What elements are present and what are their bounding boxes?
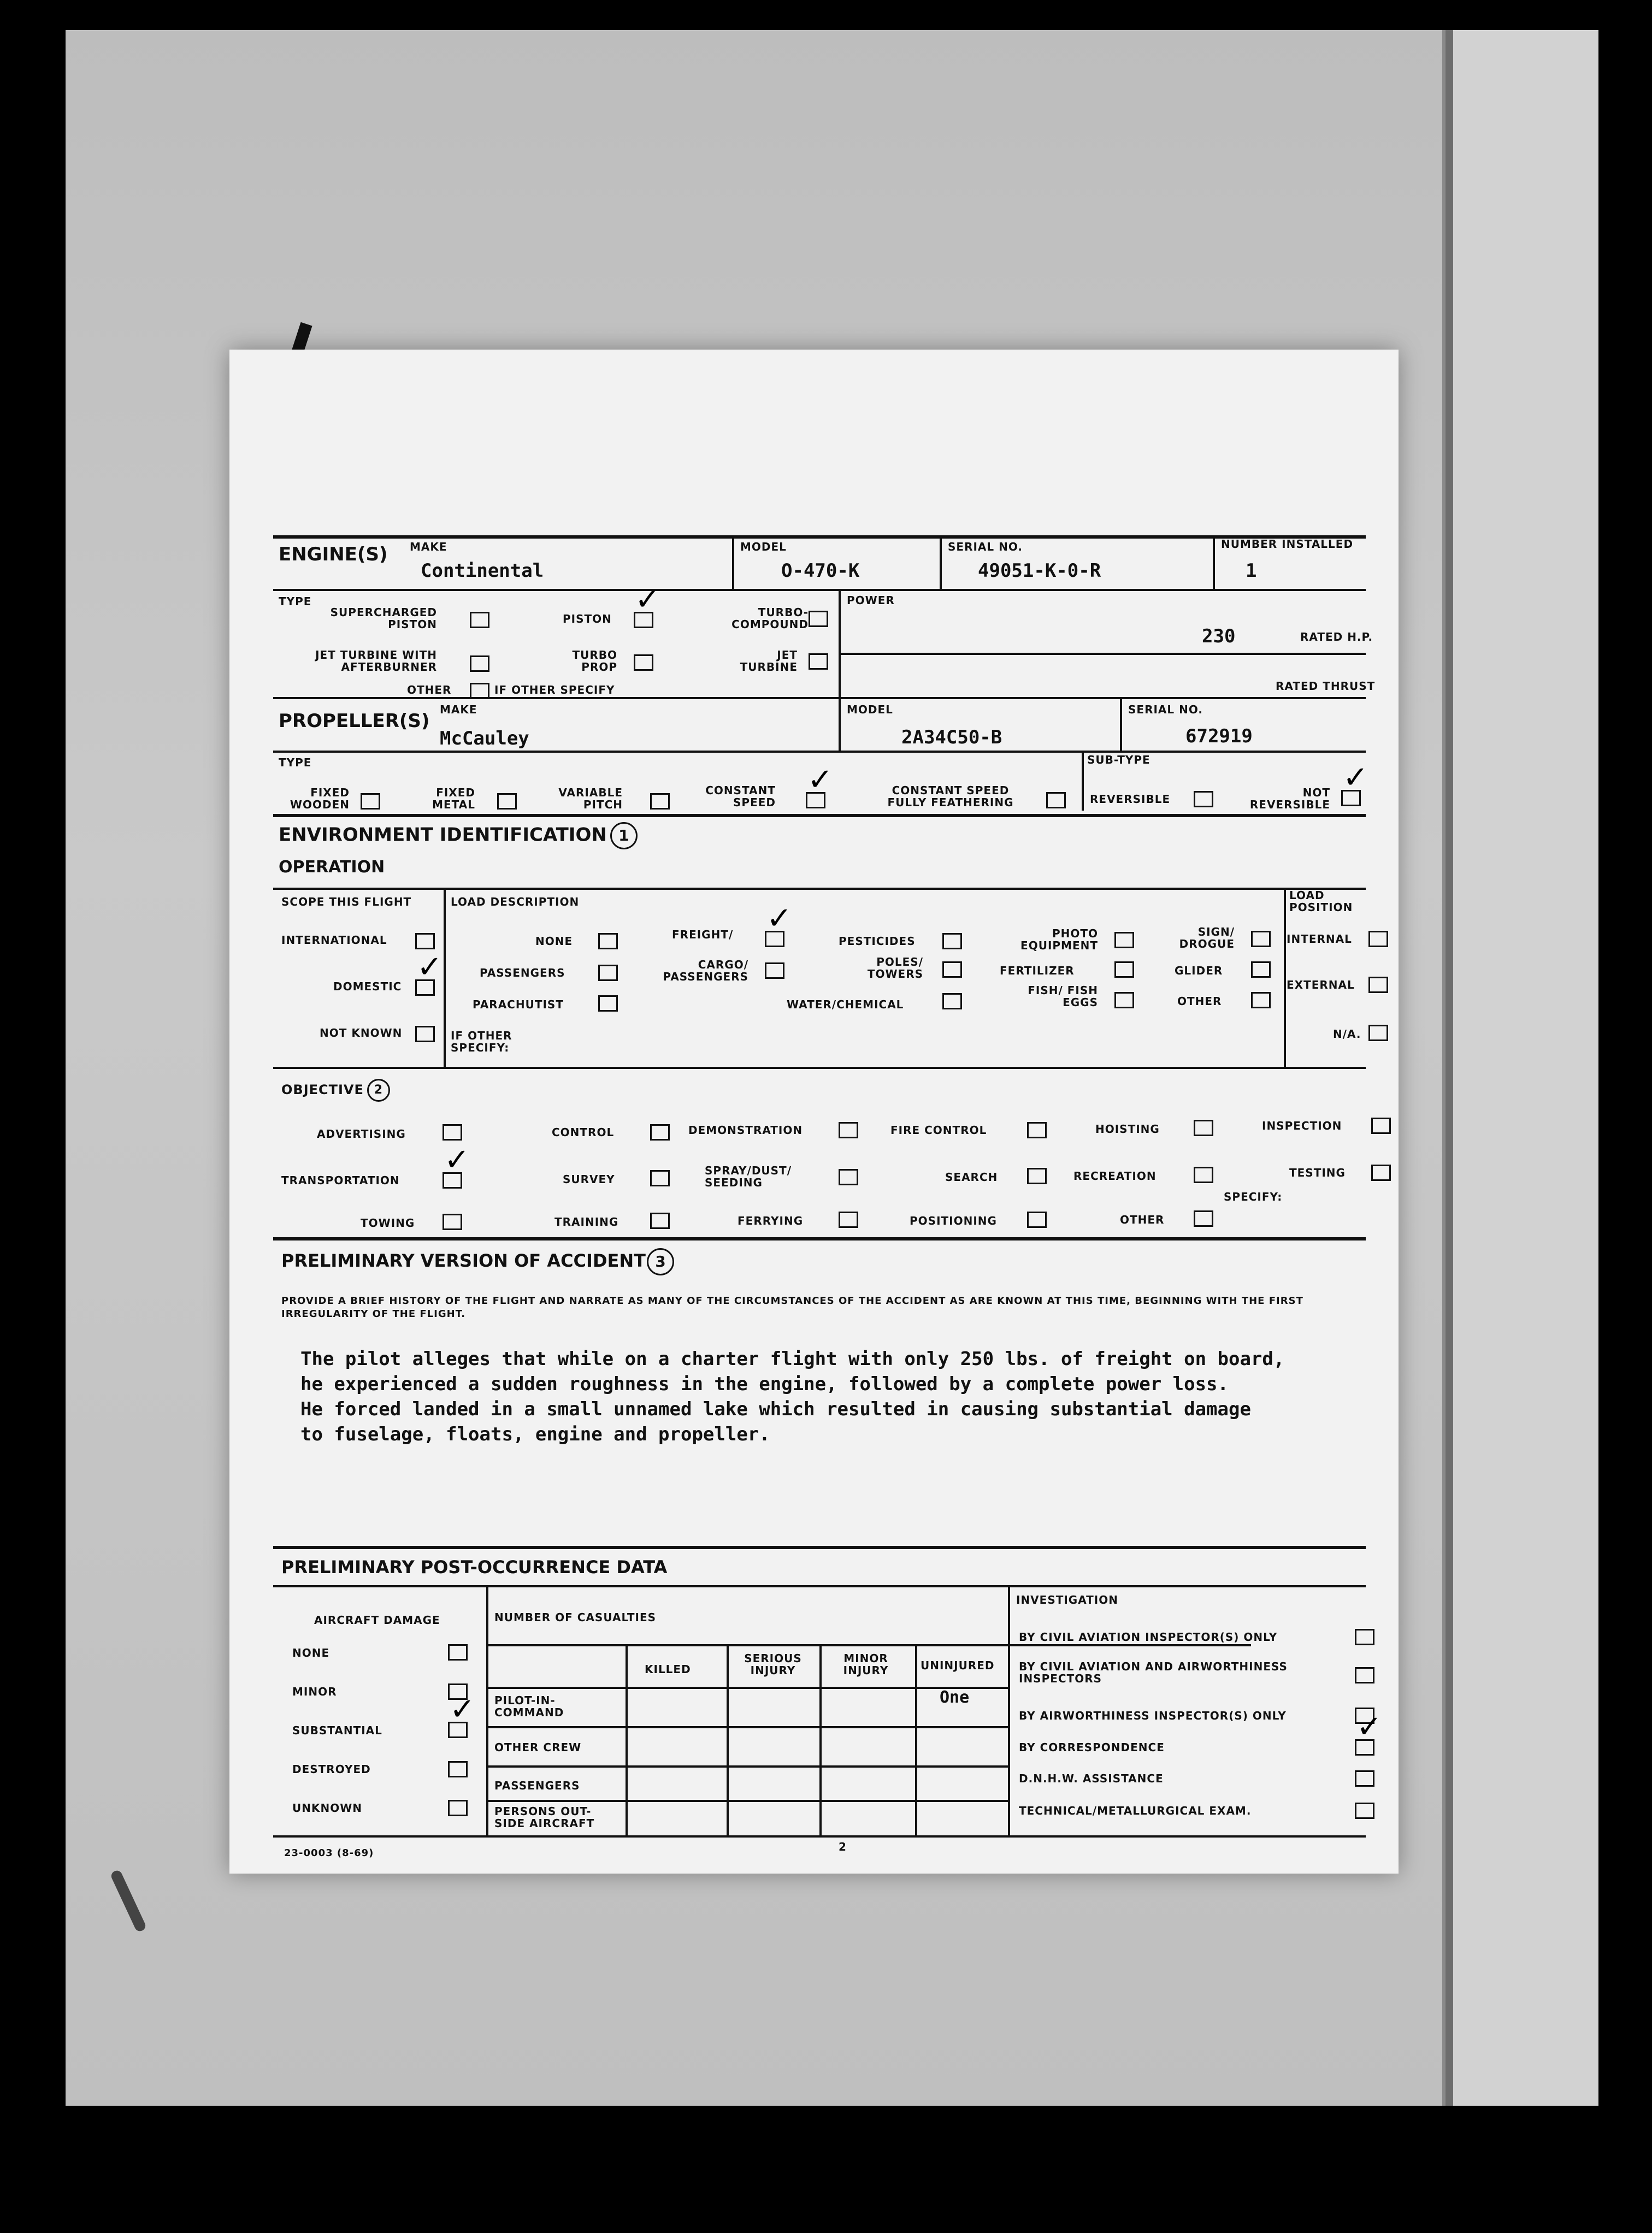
- operation-heading: OPERATION: [279, 858, 385, 877]
- objective-ferrying-label: FERRYING: [738, 1214, 804, 1227]
- environment-number: 1: [610, 822, 638, 849]
- objective-heading: [281, 1079, 390, 1102]
- fixed-wooden-label: FIXED WOODEN: [290, 786, 350, 811]
- row-pilot: PILOT-IN-COMMAND: [494, 1694, 564, 1719]
- engine-make: Continental: [421, 560, 544, 582]
- objective-survey-label: SURVEY: [563, 1173, 615, 1186]
- turbo-compound-label: TURBO-COMPOUND: [731, 606, 809, 631]
- col-minor: MINOR INJURY: [843, 1652, 889, 1677]
- propeller-heading: PROPELLER(S): [279, 710, 430, 732]
- investigation-label: INVESTIGATION: [1016, 1593, 1118, 1606]
- objective-spray-checkbox[interactable]: [839, 1169, 858, 1185]
- objective-other-label: OTHER: [1120, 1213, 1165, 1226]
- engine-make-label: MAKE: [410, 540, 447, 553]
- supercharged-label: SUPERCHARGED PISTON: [330, 606, 437, 631]
- objective-inspection-label: INSPECTION: [1262, 1119, 1342, 1132]
- turbo-prop-label: TURBO PROP: [572, 648, 617, 674]
- damage-substantial-checkmark: ✓: [450, 1692, 475, 1727]
- accident-narrative: [300, 1346, 1366, 1447]
- position-internal-label: INTERNAL: [1287, 932, 1352, 946]
- damage-destroyed-label: DESTROYED: [292, 1763, 371, 1776]
- narrative-line: The pilot alleges that while on a charter flight with only 250 lbs. of freight on board,: [300, 1348, 1285, 1370]
- position-external-checkbox[interactable]: [1368, 977, 1388, 993]
- domestic-checkmark: ✓: [417, 949, 442, 985]
- jet-turbine-label: JET TURBINE: [740, 648, 798, 674]
- load-position-label: LOAD POSITION: [1289, 889, 1353, 914]
- scope-label: SCOPE THIS FLIGHT: [281, 895, 412, 908]
- objective-other-checkbox[interactable]: [1194, 1210, 1213, 1227]
- accident-heading: [281, 1248, 674, 1275]
- constant-feathering-checkbox[interactable]: [1046, 792, 1066, 808]
- fixed-metal-label: FIXED METAL: [432, 786, 475, 811]
- load-fish-label: FISH/ FISH EGGS: [1028, 984, 1098, 1009]
- load-sign-label: SIGN/ DROGUE: [1179, 925, 1235, 950]
- objective-fire-control-checkbox[interactable]: [1027, 1122, 1047, 1138]
- objective-recreation-checkbox[interactable]: [1194, 1167, 1213, 1183]
- load-pesticides-checkbox[interactable]: [942, 933, 962, 949]
- objective-training-label: TRAINING: [554, 1215, 619, 1228]
- damage-none-label: NONE: [292, 1646, 330, 1659]
- load-cargo-checkbox[interactable]: [765, 962, 784, 979]
- inv-technical-label: TECHNICAL/METALLURGICAL EXAM.: [1019, 1804, 1252, 1817]
- objective-training-checkbox[interactable]: [650, 1213, 670, 1229]
- position-internal-checkbox[interactable]: [1368, 931, 1388, 947]
- load-sign-checkbox[interactable]: [1251, 931, 1271, 947]
- narrative-line: he experienced a sudden roughness in the engine, followed by a complete power loss.: [300, 1373, 1229, 1395]
- propeller-make: McCauley: [440, 728, 529, 749]
- engine-installed-label: NUMBER INSTALLED: [1221, 537, 1354, 551]
- variable-pitch-checkbox[interactable]: [650, 793, 670, 810]
- not-reversible-label: NOT REVERSIBLE: [1249, 786, 1330, 811]
- environment-heading: [279, 822, 638, 849]
- propeller-serial: 672919: [1185, 725, 1253, 747]
- objective-positioning-label: POSITIONING: [910, 1214, 997, 1227]
- objective-testing-label: TESTING: [1289, 1166, 1346, 1179]
- engine-serial-label: SERIAL NO.: [948, 540, 1023, 553]
- load-freight-label: FREIGHT/: [672, 928, 734, 941]
- pilot-uninjured: One: [940, 1688, 970, 1707]
- damage-destroyed-checkbox[interactable]: [448, 1761, 468, 1777]
- objective-advertising-checkbox[interactable]: [442, 1124, 462, 1141]
- load-glider-label: GLIDER: [1175, 964, 1223, 977]
- objective-survey-checkbox[interactable]: [650, 1170, 670, 1186]
- col-killed: KILLED: [645, 1663, 691, 1676]
- narrative-line: to fuselage, floats, engine and propeller.: [300, 1423, 770, 1445]
- objective-advertising-label: ADVERTISING: [317, 1127, 406, 1141]
- objective-demonstration-label: DEMONSTRATION: [688, 1124, 803, 1137]
- row-persons-outside: PERSONS OUT-SIDE AIRCRAFT: [494, 1805, 595, 1830]
- objective-ferrying-checkbox[interactable]: [839, 1212, 858, 1228]
- position-na-checkbox[interactable]: [1368, 1025, 1388, 1041]
- objective-fire-control-label: FIRE CONTROL: [890, 1124, 987, 1137]
- load-freight-checkmark: ✓: [766, 901, 792, 936]
- propeller-model: 2A34C50-B: [901, 726, 1002, 748]
- load-passengers-checkbox[interactable]: [598, 965, 618, 981]
- inv-civil-air-checkbox[interactable]: [1355, 1667, 1374, 1683]
- international-checkbox[interactable]: [415, 933, 435, 949]
- international-label: INTERNATIONAL: [281, 934, 387, 947]
- load-other-checkbox[interactable]: [1251, 992, 1271, 1008]
- constant-speed-label: CONSTANT SPEED: [705, 784, 776, 809]
- inv-correspondence-label: BY CORRESPONDENCE: [1019, 1741, 1165, 1754]
- rated-hp-label: RATED H.P.: [1300, 630, 1373, 643]
- position-external-label: EXTERNAL: [1287, 978, 1355, 991]
- accident-instruction: PROVIDE A BRIEF HISTORY OF THE FLIGHT AND NARRATE AS MANY OF THE CIRCUMSTANCES OF THE ACCIDENT AS ARE KNOWN AT THIS TIME, BEGINNING WITH THE FIRST IRREGULARITY OF THE FLIGHT.: [281, 1295, 1303, 1320]
- load-photo-checkbox[interactable]: [1114, 932, 1134, 948]
- constant-feathering-label: CONSTANT SPEED FULLY FEATHERING: [887, 784, 1014, 809]
- constant-speed-checkmark: ✓: [807, 762, 833, 798]
- load-none-checkbox[interactable]: [598, 933, 618, 949]
- inv-civil-air-label: BY CIVIL AVIATION AND AIRWORTHINESS INSPECTORS: [1019, 1660, 1288, 1685]
- objective-transportation-label: TRANSPORTATION: [281, 1174, 400, 1187]
- load-poles-checkbox[interactable]: [942, 961, 962, 978]
- damage-unknown-label: UNKNOWN: [292, 1801, 363, 1815]
- engine-model: O-470-K: [781, 560, 860, 582]
- subtype-label: SUB-TYPE: [1087, 753, 1150, 766]
- load-water-label: WATER/CHEMICAL: [787, 998, 904, 1011]
- load-glider-checkbox[interactable]: [1251, 961, 1271, 978]
- load-other-label: OTHER: [1177, 995, 1222, 1008]
- jet-afterburner-label: JET TURBINE WITH AFTERBURNER: [315, 648, 437, 674]
- objective-towing-checkbox[interactable]: [442, 1214, 462, 1230]
- load-cargo-label: CARGO/ PASSENGERS: [663, 958, 748, 983]
- propeller-serial-label: SERIAL NO.: [1128, 703, 1203, 716]
- load-fertilizer-label: FERTILIZER: [1000, 964, 1075, 977]
- other-label: OTHER: [407, 683, 452, 696]
- load-if-other-label: IF OTHER SPECIFY:: [451, 1029, 512, 1054]
- casualties-label: NUMBER OF CASUALTIES: [494, 1611, 657, 1624]
- inv-technical-checkbox[interactable]: [1355, 1803, 1374, 1819]
- row-other-crew: OTHER CREW: [494, 1741, 582, 1754]
- col-uninjured: UNINJURED: [921, 1659, 995, 1672]
- load-parachutist-checkbox[interactable]: [598, 995, 618, 1012]
- engine-type-label: TYPE: [279, 595, 312, 608]
- load-passengers-label: PASSENGERS: [480, 966, 565, 979]
- objective-hoisting-label: HOISTING: [1095, 1123, 1160, 1136]
- damage-unknown-checkbox[interactable]: [448, 1800, 468, 1816]
- propeller-type-label: TYPE: [279, 756, 312, 769]
- jet-afterburner-checkbox[interactable]: [470, 655, 489, 672]
- inv-dnhw-label: D.N.H.W. ASSISTANCE: [1019, 1772, 1164, 1785]
- propeller-model-label: MODEL: [847, 703, 893, 716]
- reversible-label: REVERSIBLE: [1090, 793, 1171, 806]
- narrative-line: He forced landed in a small unnamed lake which resulted in causing substantial damage: [300, 1398, 1251, 1420]
- load-none-label: NONE: [535, 935, 573, 948]
- form-number: 23-0003 (8-69): [284, 1847, 374, 1859]
- turbo-prop-checkbox[interactable]: [634, 654, 653, 671]
- load-pesticides-label: PESTICIDES: [839, 935, 916, 948]
- objective-hoisting-checkbox[interactable]: [1194, 1120, 1213, 1136]
- accident-title: PRELIMINARY VERSION OF ACCIDENT: [281, 1250, 646, 1271]
- load-fish-checkbox[interactable]: [1114, 992, 1134, 1008]
- engine-serial: 49051-K-0-R: [978, 560, 1101, 582]
- not-known-checkbox[interactable]: [415, 1026, 435, 1042]
- engine-installed: 1: [1246, 560, 1257, 582]
- fixed-wooden-checkbox[interactable]: [361, 793, 380, 810]
- propeller-make-label: MAKE: [440, 703, 477, 716]
- piston-label: PISTON: [563, 612, 612, 625]
- objective-label: OBJECTIVE: [281, 1082, 364, 1097]
- objective-transportation-checkmark: ✓: [444, 1142, 470, 1178]
- inv-civil-checkbox[interactable]: [1355, 1629, 1374, 1645]
- inv-correspondence-checkmark: ✓: [1356, 1709, 1382, 1745]
- engine-section-top-rule: [273, 535, 1366, 539]
- aircraft-damage-label: AIRCRAFT DAMAGE: [314, 1614, 440, 1627]
- engine-heading: ENGINE(S): [279, 544, 388, 565]
- objective-number: 2: [367, 1079, 390, 1102]
- variable-pitch-label: VARIABLE PITCH: [558, 786, 623, 811]
- objective-recreation-label: RECREATION: [1073, 1169, 1157, 1183]
- supercharged-checkbox[interactable]: [470, 612, 489, 628]
- not-reversible-checkmark: ✓: [1343, 760, 1368, 795]
- load-parachutist-label: PARACHUTIST: [473, 998, 564, 1011]
- objective-search-checkbox[interactable]: [1027, 1168, 1047, 1184]
- fixed-metal-checkbox[interactable]: [497, 793, 517, 810]
- post-heading: PRELIMINARY POST-OCCURRENCE DATA: [281, 1557, 668, 1578]
- domestic-label: DOMESTIC: [333, 980, 402, 993]
- power-label: POWER: [847, 594, 895, 607]
- inv-dnhw-checkbox[interactable]: [1355, 1770, 1374, 1787]
- load-description-label: LOAD DESCRIPTION: [451, 895, 580, 908]
- inv-airworthiness-label: BY AIRWORTHINESS INSPECTOR(S) ONLY: [1019, 1709, 1287, 1722]
- position-na-label: N/A.: [1333, 1027, 1361, 1041]
- objective-inspection-checkbox[interactable]: [1371, 1118, 1391, 1134]
- load-poles-label: POLES/ TOWERS: [867, 955, 923, 980]
- objective-search-label: SEARCH: [945, 1171, 998, 1184]
- turbo-compound-checkbox[interactable]: [809, 611, 828, 627]
- objective-positioning-checkbox[interactable]: [1027, 1212, 1047, 1228]
- objective-specify-label: SPECIFY:: [1224, 1190, 1283, 1203]
- piston-checkmark: ✓: [635, 582, 660, 617]
- objective-control-checkbox[interactable]: [650, 1124, 670, 1141]
- engine-model-label: MODEL: [740, 540, 787, 553]
- damage-none-checkbox[interactable]: [448, 1644, 468, 1661]
- if-other-label: IF OTHER SPECIFY: [494, 683, 615, 696]
- row-passengers: PASSENGERS: [494, 1779, 580, 1792]
- accident-number: 3: [647, 1248, 674, 1275]
- objective-demonstration-checkbox[interactable]: [839, 1122, 858, 1138]
- load-photo-label: PHOTO EQUIPMENT: [1020, 927, 1098, 952]
- reversible-checkbox[interactable]: [1194, 791, 1213, 807]
- environment-title: ENVIRONMENT IDENTIFICATION: [279, 824, 607, 846]
- page-number: 2: [839, 1840, 847, 1853]
- rated-thrust-label: RATED THRUST: [1276, 680, 1376, 693]
- col-serious: SERIOUS INJURY: [744, 1652, 802, 1677]
- accident-report-form: [229, 350, 1399, 1874]
- binding-strip: [1442, 30, 1598, 2106]
- inv-civil-label: BY CIVIL AVIATION INSPECTOR(S) ONLY: [1019, 1631, 1278, 1644]
- damage-substantial-label: SUBSTANTIAL: [292, 1724, 382, 1737]
- objective-testing-checkbox[interactable]: [1371, 1165, 1391, 1181]
- objective-towing-label: TOWING: [361, 1216, 415, 1230]
- jet-turbine-checkbox[interactable]: [809, 653, 828, 670]
- objective-control-label: CONTROL: [552, 1126, 615, 1139]
- not-known-label: NOT KNOWN: [320, 1026, 403, 1039]
- load-fertilizer-checkbox[interactable]: [1114, 961, 1134, 978]
- damage-minor-label: MINOR: [292, 1685, 337, 1698]
- load-water-checkbox[interactable]: [942, 993, 962, 1009]
- power-value: 230: [1202, 625, 1236, 647]
- objective-spray-label: SPRAY/DUST/ SEEDING: [705, 1164, 792, 1189]
